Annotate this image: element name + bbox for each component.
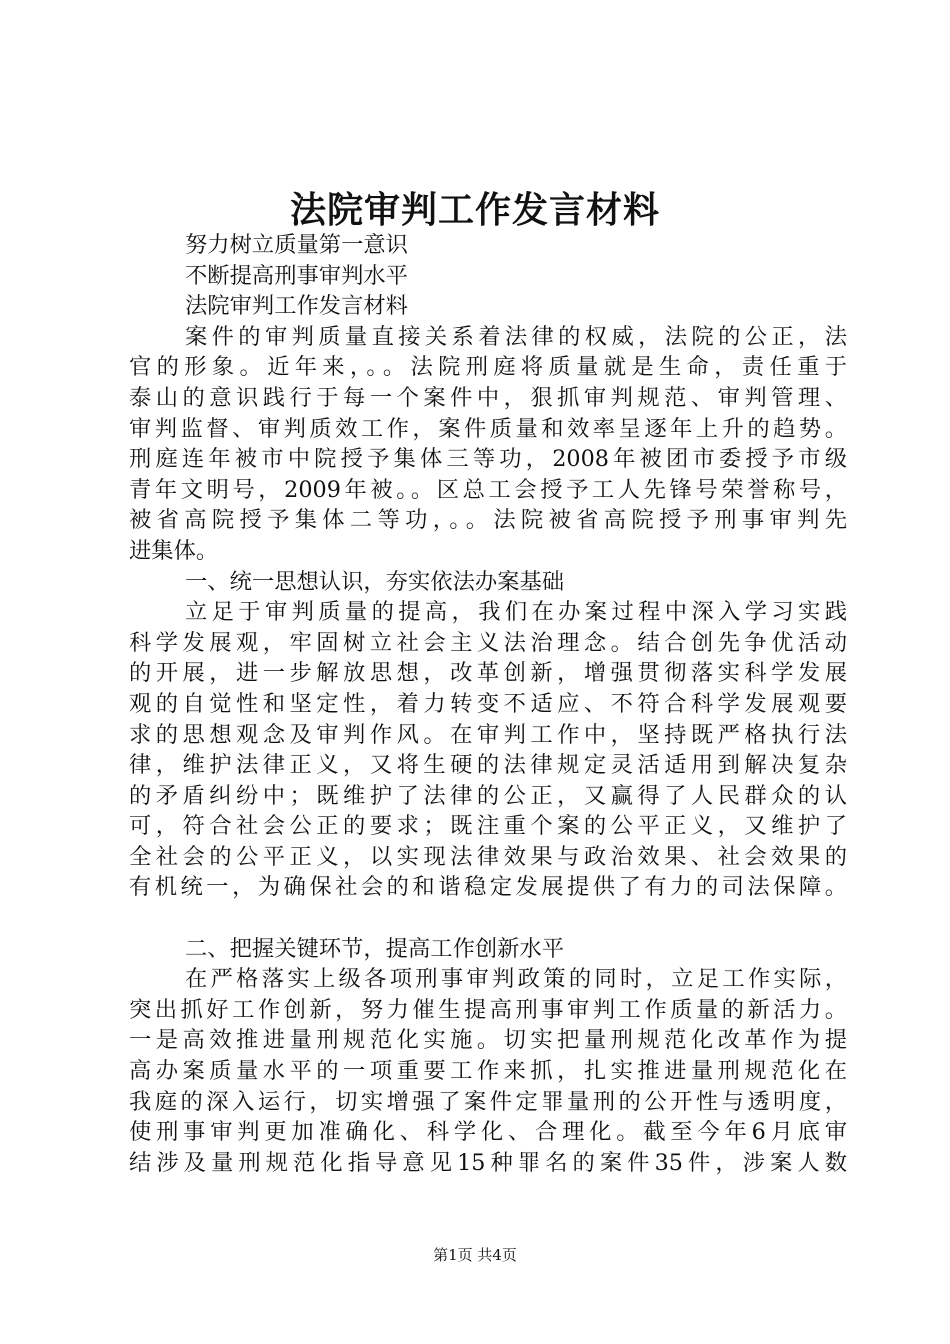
- paragraph-line: 泰山的意识践行于每一个案件中，狠抓审判规范、审判管理、: [129, 384, 847, 411]
- paragraph-line: 审判监督、审判质效工作，案件质量和效率呈逐年上升的趋势。: [129, 415, 847, 442]
- page-number: 第1页 共4页: [433, 1246, 517, 1264]
- paragraph-line: 使刑事审判更加准确化、科学化、合理化。截至今年6月底审: [129, 1119, 847, 1146]
- subheading-3: 法院审判工作发言材料: [185, 293, 408, 320]
- paragraph-line: 进集体。: [129, 537, 219, 564]
- section-heading-2: 二、把握关键环节，提高工作创新水平: [185, 935, 565, 962]
- document-body: [129, 230, 847, 1178]
- paragraph-line: 有机统一，为确保社会的和谐稳定发展提供了有力的司法保障。: [129, 874, 847, 901]
- paragraph-line: 案件的审判质量直接关系着法律的权威，法院的公正，法: [185, 323, 847, 350]
- paragraph-line: 一是高效推进量刑规范化实施。切实把量刑规范化改革作为提: [129, 1027, 847, 1054]
- document-title: 法院审判工作发言材料: [289, 189, 660, 231]
- paragraph-line: 可，符合社会公正的要求；既注重个案的公平正义，又维护了: [129, 813, 847, 840]
- paragraph-line: 在严格落实上级各项刑事审判政策的同时，立足工作实际，: [185, 966, 847, 993]
- paragraph-line: 突出抓好工作创新，努力催生提高刑事审判工作质量的新活力。: [129, 996, 847, 1023]
- section-heading-1: 一、统一思想认识，夯实依法办案基础: [185, 568, 565, 595]
- paragraph-line: 刑庭连年被市中院授予集体三等功，2008年被团市委授予市级: [129, 446, 847, 473]
- paragraph-line: 结涉及量刑规范化指导意见15种罪名的案件35件，涉案人数: [129, 1149, 847, 1176]
- paragraph-spacer: [129, 903, 847, 934]
- subheading-2: 不断提高刑事审判水平: [185, 262, 408, 289]
- paragraph-line: 我庭的深入运行，切实增强了案件定罪量刑的公开性与透明度，: [129, 1088, 847, 1115]
- paragraph-line: 科学发展观，牢固树立社会主义法治理念。结合创先争优活动: [129, 629, 847, 656]
- paragraph-line: 律，维护法律正义，又将生硬的法律规定灵活适用到解决复杂: [129, 752, 847, 779]
- paragraph-line: 全社会的公平正义，以实现法律效果与政治效果、社会效果的: [129, 843, 847, 870]
- paragraph-line: 的矛盾纠纷中；既维护了法律的公正，又赢得了人民群众的认: [129, 782, 847, 809]
- paragraph-line: 被省高院授予集体二等功，。。法院被省高院授予刑事审判先: [129, 507, 847, 534]
- subheading-1: 努力树立质量第一意识: [185, 232, 408, 258]
- paragraph-line: 的开展，进一步解放思想，改革创新，增强贯彻落实科学发展: [129, 660, 847, 687]
- paragraph-line: 观的自觉性和坚定性，着力转变不适应、不符合科学发展观要: [129, 690, 847, 717]
- paragraph-line: 立足于审判质量的提高，我们在办案过程中深入学习实践: [185, 599, 847, 626]
- paragraph-line: 青年文明号，2009年被。。区总工会授予工人先锋号荣誉称号，: [129, 476, 847, 503]
- paragraph-line: 求的思想观念及审判作风。在审判工作中，坚持既严格执行法: [129, 721, 847, 748]
- paragraph-line: 高办案质量水平的一项重要工作来抓，扎实推进量刑规范化在: [129, 1058, 847, 1085]
- paragraph-line: 官的形象。近年来，。。法院刑庭将质量就是生命，责任重于: [129, 354, 847, 381]
